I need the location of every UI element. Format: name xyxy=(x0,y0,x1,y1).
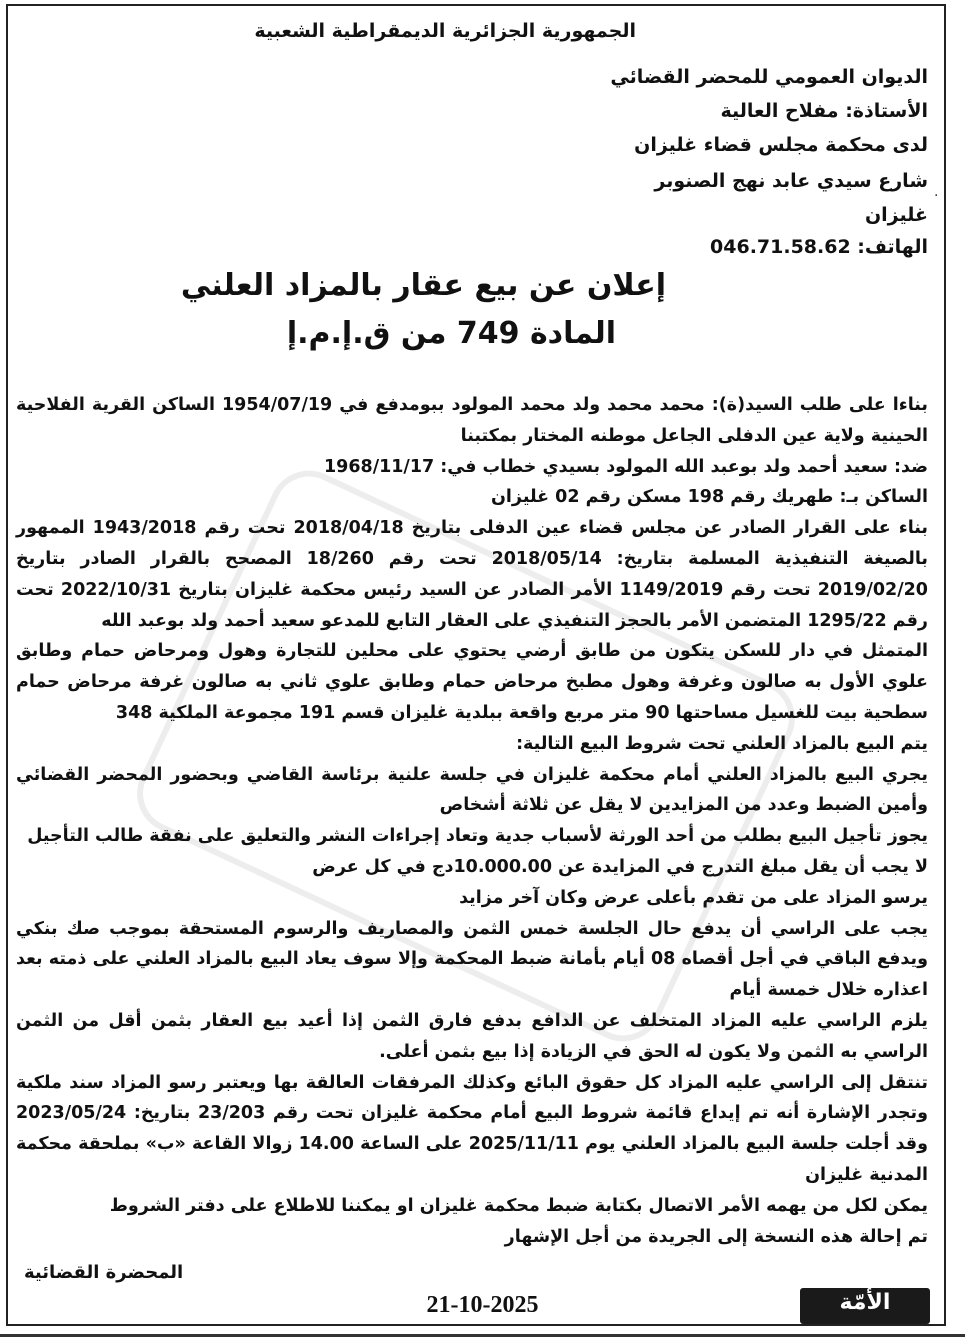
city-name: غليزان xyxy=(864,204,928,226)
paragraph-condition-5: يجب على الراسي أن يدفع حال الجلسة خمس الثمن والمصاريف والرسوم المستحقة بموجب صك بنكي ويدفع الباقي في أجل أقصاه 08 أيام بأمانة ضبط المحكمة وإلا سوف يعاد البيع بالمزاد العلني على ذمته بعد اعذاره خلال خمسة أيام xyxy=(16,918,928,1001)
legal-article: المادة 749 من ق.إ.م.إ xyxy=(286,316,616,351)
paragraph-condition-6: يلزم الراسي عليه المزاد المتخلف عن الدافع بدفع فارق الثمن إذا أعيد بيع العقار بثمن أقل من الثمن الراسي به الثمن ولا يكون له الحق في الزيادة إذا بيع بثمن أعلى. xyxy=(16,1010,928,1062)
paragraph-property: المتمثل في دار للسكن يتكون من طابق أرضي يحتوي على محلين للتجارة وهول ومرحاض حمام وطابق علوي الأول به صالون وغرفة وهول مطبخ مرحاض حمام وطابق علوي ثاني به صالون غرفة مرحاض حمام سطحية بيت للغسيل مساحتها 90 متر مربع واقعة ببلدية غليزان قسم 191 مجموعة الملكية 348 xyxy=(16,641,928,723)
street-address: شارع سيدي عابد نهج الصنوبر xyxy=(654,170,928,192)
paragraph-publication: تم إحالة هذه النسخة إلى الجريدة من أجل الإشهار xyxy=(504,1226,928,1247)
paragraph-condition-2: يجوز تأجيل البيع بطلب من أحد الورثة لأسباب جدية وتعاد إجراءات النشر والتعليق على نفقة طالب التأجيل xyxy=(27,826,928,847)
office-name: الديوان العمومي للمحضر القضائي xyxy=(610,66,928,88)
document xyxy=(14,10,939,1322)
paragraph-condition-1: يجري البيع بالمزاد العلني أمام محكمة غليزان في جلسة علنية برئاسة القاضي وبحضور المحضر القضائي وأمين الضبط وعدد من المزايدين لا يقل عن ثلاثة أشخاص xyxy=(16,764,928,816)
paragraph-condition-4: يرسو المزاد على من تقدم بأعلى عرض وكان آخر مزايد xyxy=(459,887,928,908)
paragraph-conditions-intro: يتم البيع بالمزاد العلني تحت شروط البيع التالية: xyxy=(516,733,928,754)
newspaper-logo: الأمّة xyxy=(800,1288,930,1324)
paragraph-residence: الساكن بـ: طهريك رقم 198 مسكن رقم 02 غليزان xyxy=(491,487,928,508)
paragraph-contact: يمكن لكل من يهمه الأمر الاتصال بكتابة ضبط محكمة غليزان او يمكننا للاطلاع على دفتر الشروط xyxy=(109,1195,928,1216)
notice-body xyxy=(16,390,928,1252)
country-header: الجمهورية الجزائرية الديمقراطية الشعبية xyxy=(254,20,636,42)
paragraph-against: ضد: سعيد أحمد ولد بوعبد الله المولود بسيدي خطاب في: 1968/11/17 xyxy=(323,456,928,477)
publication-date: 21-10-2025 xyxy=(426,1292,539,1318)
signature-label: المحضرة القضائية xyxy=(24,1262,184,1283)
court-name: لدى محكمة مجلس قضاء غليزان xyxy=(634,134,928,156)
bottom-rule xyxy=(0,1334,965,1337)
margin-mark: · xyxy=(934,188,939,204)
paragraph-decisions: بناء على القرار الصادر عن مجلس قضاء عين الدفلى بتاريخ 2018/04/18 تحت رقم 1943/2018 الممهور بالصيغة التنفيذية المسلمة بتاريخ: 2018/05/14 تحت رقم 18/260 المصحح بالقرار الصادر بتاريخ 2019/02/20 تحت رقم 1149/2019 الأمر الصادر عن السيد رئيس محكمة غليزان بتاريخ 2022/10/31 تحت رقم 1295/22 المتضمن الأمر بالحجز التنفيذي على العقار التابع للمدعو سعيد أحمد ولد بوعبد الله xyxy=(16,518,928,631)
paragraph-requester: بناءا على طلب السيد(ة): محمد محمد ولد محمد المولود ببومدفع في 1954/07/19 الساكن القرية الفلاحية الحينية ولاية عين الدفلى الجاعل موطنه المختار بمكتبنا xyxy=(16,395,928,446)
phone-number: الهاتف: 046.71.58.62 xyxy=(710,236,928,258)
bailiff-name: الأستاذة: مفلاح العالية xyxy=(720,100,928,122)
notice-title: إعلان عن بيع عقار بالمزاد العلني xyxy=(180,268,666,303)
paragraph-condition-7: تنتقل إلى الراسي عليه المزاد كل حقوق البائع وكذلك المرفقات العالقة بها ويعتبر رسو المزاد سند ملكية وتجدر الإشارة أنه تم إيداع قائمة شروط البيع أمام محكمة غليزان تحت رقم 23/203 بتاريخ: 2023/05/24 وقد أجلت جلسة البيع بالمزاد العلني يوم 2025/11/11 على الساعة 14.00 زوالا القاعة «ب» بملحقة محكمة المدنية غليزان xyxy=(16,1072,928,1185)
paragraph-condition-3: لا يجب أن يقل مبلغ التدرج في المزايدة عن 10.000.00دج في كل عرض xyxy=(312,856,928,877)
